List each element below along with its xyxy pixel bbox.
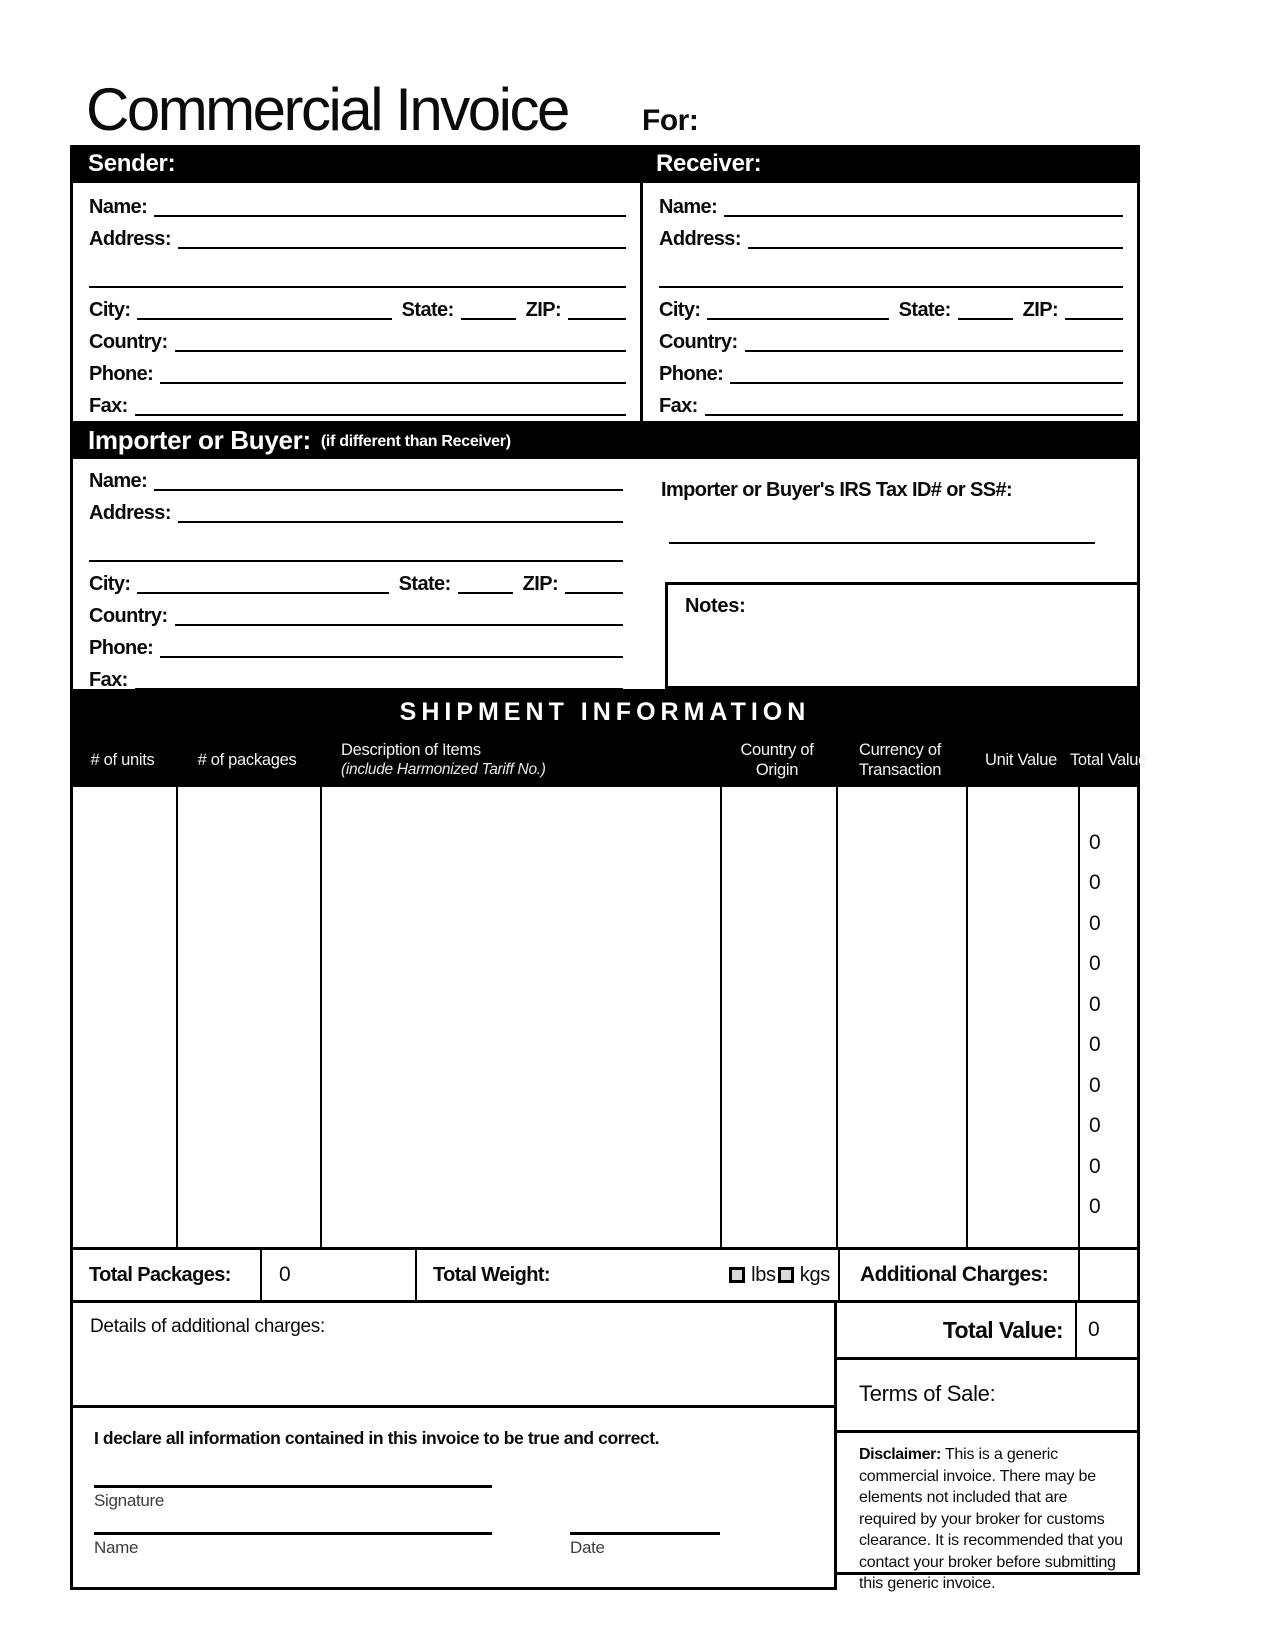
importer-country-row [89,598,623,629]
signature-fill-line[interactable] [94,1485,492,1488]
sender-name-row [89,189,626,220]
importer-phone-row [89,630,623,661]
total-value-cell-6: 0 [1089,1073,1101,1097]
name-date-row [94,1532,818,1558]
total-value-cell-9: 0 [1089,1194,1101,1218]
total-value-amount[interactable]: 0 [1077,1303,1140,1357]
shipment-info-header [70,689,1148,787]
importer-fax-row [89,662,623,693]
invoice-form [70,75,1148,1592]
receiver-state-label: State: [898,299,951,321]
col-header-currency-line2: Transaction [858,761,942,779]
sender-city-fill-line[interactable] [137,292,391,320]
importer-fax-label: Fax: [89,669,128,691]
shipment-column-headers [70,732,1148,788]
total-value-cell-2: 0 [1089,911,1101,935]
receiver-phone-fill-line[interactable] [730,356,1123,384]
tax-id-label: Importer or Buyer's IRS Tax ID# or SS#: [661,479,1013,501]
importer-zip-fill-line[interactable] [565,566,623,594]
sender-receiver-header-bar [70,145,1140,183]
sender-fax-fill-line[interactable] [135,388,626,416]
tax-id-fill-line[interactable] [669,542,1095,544]
col-header-units: # of units [90,751,155,769]
total-value-cell-0: 0 [1089,831,1101,854]
sender-country-fill-line[interactable] [175,324,626,352]
total-value-cell-3: 0 [1089,952,1101,976]
sender-name-label: Name: [89,196,148,218]
sender-box [73,183,643,421]
receiver-city-fill-line[interactable] [707,292,888,320]
lbs-label: lbs [751,1263,776,1286]
additional-charges-label: Additional Charges: [840,1250,1080,1300]
date-block [570,1532,720,1558]
col-header-currency [835,740,965,780]
origin-column-cell[interactable] [722,787,838,1247]
total-value-cell-1: 0 [1089,871,1101,895]
receiver-name-row [659,189,1123,220]
receiver-address-row [659,221,1123,252]
kgs-checkbox[interactable] [778,1267,794,1283]
receiver-zip-label: ZIP: [1022,299,1058,321]
col-header-origin-line1: Country of [740,741,814,759]
col-header-currency-line1: Currency of [859,741,941,759]
description-column-cell[interactable] [322,787,722,1247]
col-header-description-main: Description of Items [341,741,481,759]
sender-fax-row [89,388,626,419]
receiver-address2-fill-line[interactable] [659,253,1123,288]
receiver-phone-label: Phone: [659,363,724,385]
importer-fax-fill-line[interactable] [135,662,623,690]
page-title: Commercial Invoice [86,76,568,143]
name-fill-line[interactable] [94,1532,492,1535]
total-value-cell-5: 0 [1089,1033,1101,1057]
shipment-items-table [70,787,1140,1250]
col-header-unit-value: Unit Value [985,751,1057,769]
sender-zip-fill-line[interactable] [568,292,626,320]
weight-unit-checkboxes [729,1264,838,1287]
sender-address-fill-line[interactable] [178,221,626,249]
declaration-box [70,1408,837,1590]
sender-phone-fill-line[interactable] [160,356,626,384]
receiver-state-fill-line[interactable] [958,292,1013,320]
receiver-name-fill-line[interactable] [724,189,1123,217]
receiver-country-label: Country: [659,331,738,353]
receiver-address-fill-line[interactable] [748,221,1123,249]
total-value-cell-7: 0 [1089,1114,1101,1138]
sender-country-label: Country: [89,331,168,353]
importer-section-title: Importer or Buyer: [88,424,311,455]
details-label: Details of additional charges: [90,1316,325,1337]
col-header-total-value: Total Value [1069,751,1148,769]
receiver-zip-fill-line[interactable] [1065,292,1123,320]
importer-address-row [89,495,623,526]
importer-address2-fill-line[interactable] [89,527,623,562]
details-of-additional-charges-box[interactable] [70,1303,837,1408]
receiver-fax-label: Fax: [659,395,698,417]
sender-receiver-section [70,183,1140,421]
total-value-cell-4: 0 [1089,992,1101,1016]
bottom-section [70,1303,1140,1590]
packages-column-cell[interactable] [178,787,322,1247]
receiver-name-label: Name: [659,196,718,218]
bottom-right-column [837,1303,1140,1592]
col-header-origin-line2: Origin [755,761,799,779]
importer-state-label: State: [398,573,451,595]
units-column-cell[interactable] [73,787,178,1247]
importer-address2-row [89,527,623,565]
total-packages-label: Total Packages: [73,1250,262,1300]
total-value-row [837,1303,1140,1360]
for-label: For: [642,104,699,137]
importer-header-bar [70,421,1140,459]
sender-section-title: Sender: [88,150,176,177]
importer-country-label: Country: [89,605,168,627]
receiver-city-row [659,292,1123,323]
sender-city-row [89,292,626,323]
unit-value-column-cell[interactable] [968,787,1080,1247]
importer-state-fill-line[interactable] [458,566,513,594]
signature-label: Signature [94,1491,165,1510]
bottom-left-column [70,1303,837,1590]
sender-state-fill-line[interactable] [461,292,516,320]
currency-column-cell[interactable] [838,787,968,1247]
sender-zip-label: ZIP: [525,299,561,321]
kgs-label: kgs [799,1263,830,1286]
sender-address2-fill-line[interactable] [89,253,626,288]
receiver-address-label: Address: [659,228,741,250]
total-value-column-cell[interactable] [1080,787,1137,1247]
importer-zip-label: ZIP: [522,573,558,595]
sender-state-label: State: [401,299,454,321]
importer-country-fill-line[interactable] [175,598,623,626]
importer-phone-fill-line[interactable] [160,630,623,658]
terms-of-sale-label: Terms of Sale: [859,1381,996,1406]
terms-of-sale-box[interactable] [837,1360,1140,1433]
importer-qualifier: (if different than Receiver) [320,433,511,450]
receiver-country-row [659,324,1123,355]
importer-name-label: Name: [89,470,148,492]
total-weight-label: Total Weight: [433,1263,550,1286]
sender-fax-label: Fax: [89,395,128,417]
col-header-description [319,740,719,780]
importer-city-row [89,566,623,597]
receiver-country-fill-line[interactable] [745,324,1123,352]
declaration-statement: I declare all information contained in this invoice to be true and correct. [94,1428,660,1448]
receiver-fax-fill-line[interactable] [705,388,1123,416]
disclaimer-body: This is a generic commercial invoice. There may be elements not included that are required by your broker for customs clearance. It is recommended that you contact your broker before submitting this generic invoice. [859,1446,1123,1592]
sender-phone-label: Phone: [89,363,154,385]
shipment-info-title: SHIPMENT INFORMATION [399,698,811,726]
receiver-section-title: Receiver: [656,150,762,177]
importer-tax-notes-area [643,459,1137,689]
date-fill-line[interactable] [570,1532,720,1535]
receiver-fax-row [659,388,1123,419]
receiver-address2-row [659,253,1123,291]
title-row [70,75,1140,145]
importer-fields-box [73,459,643,689]
importer-phone-label: Phone: [89,637,154,659]
additional-charges-value-cell[interactable] [1080,1250,1137,1300]
receiver-phone-row [659,356,1123,387]
total-weight-cell [417,1250,840,1300]
notes-label: Notes: [685,595,746,617]
lbs-checkbox[interactable] [729,1267,745,1283]
col-header-origin [719,740,835,780]
importer-address-fill-line[interactable] [178,495,623,523]
total-value-cell-8: 0 [1089,1154,1101,1178]
importer-section [70,459,1140,689]
importer-city-label: City: [89,573,131,595]
receiver-box [643,183,1137,421]
total-value-label: Total Value: [837,1303,1077,1357]
col-header-packages: # of packages [197,751,297,769]
disclaimer-lead: Disclaimer: [859,1446,941,1463]
sender-name-fill-line[interactable] [154,189,626,217]
sender-address-label: Address: [89,228,171,250]
importer-name-row [89,463,623,494]
importer-name-fill-line[interactable] [154,463,623,491]
notes-box[interactable] [665,582,1137,689]
importer-city-fill-line[interactable] [137,566,388,594]
date-label: Date [570,1538,605,1557]
importer-address-label: Address: [89,502,171,524]
name-block [94,1532,492,1558]
sender-address-row [89,221,626,252]
summary-row [70,1250,1140,1303]
sender-address2-row [89,253,626,291]
total-packages-value[interactable]: 0 [262,1250,417,1300]
sender-city-label: City: [89,299,131,321]
receiver-city-label: City: [659,299,701,321]
sender-phone-row [89,356,626,387]
name-label: Name [94,1538,139,1557]
sender-country-row [89,324,626,355]
col-header-description-note: (include Harmonized Tariff No.) [341,761,546,778]
disclaimer-box [837,1433,1140,1592]
